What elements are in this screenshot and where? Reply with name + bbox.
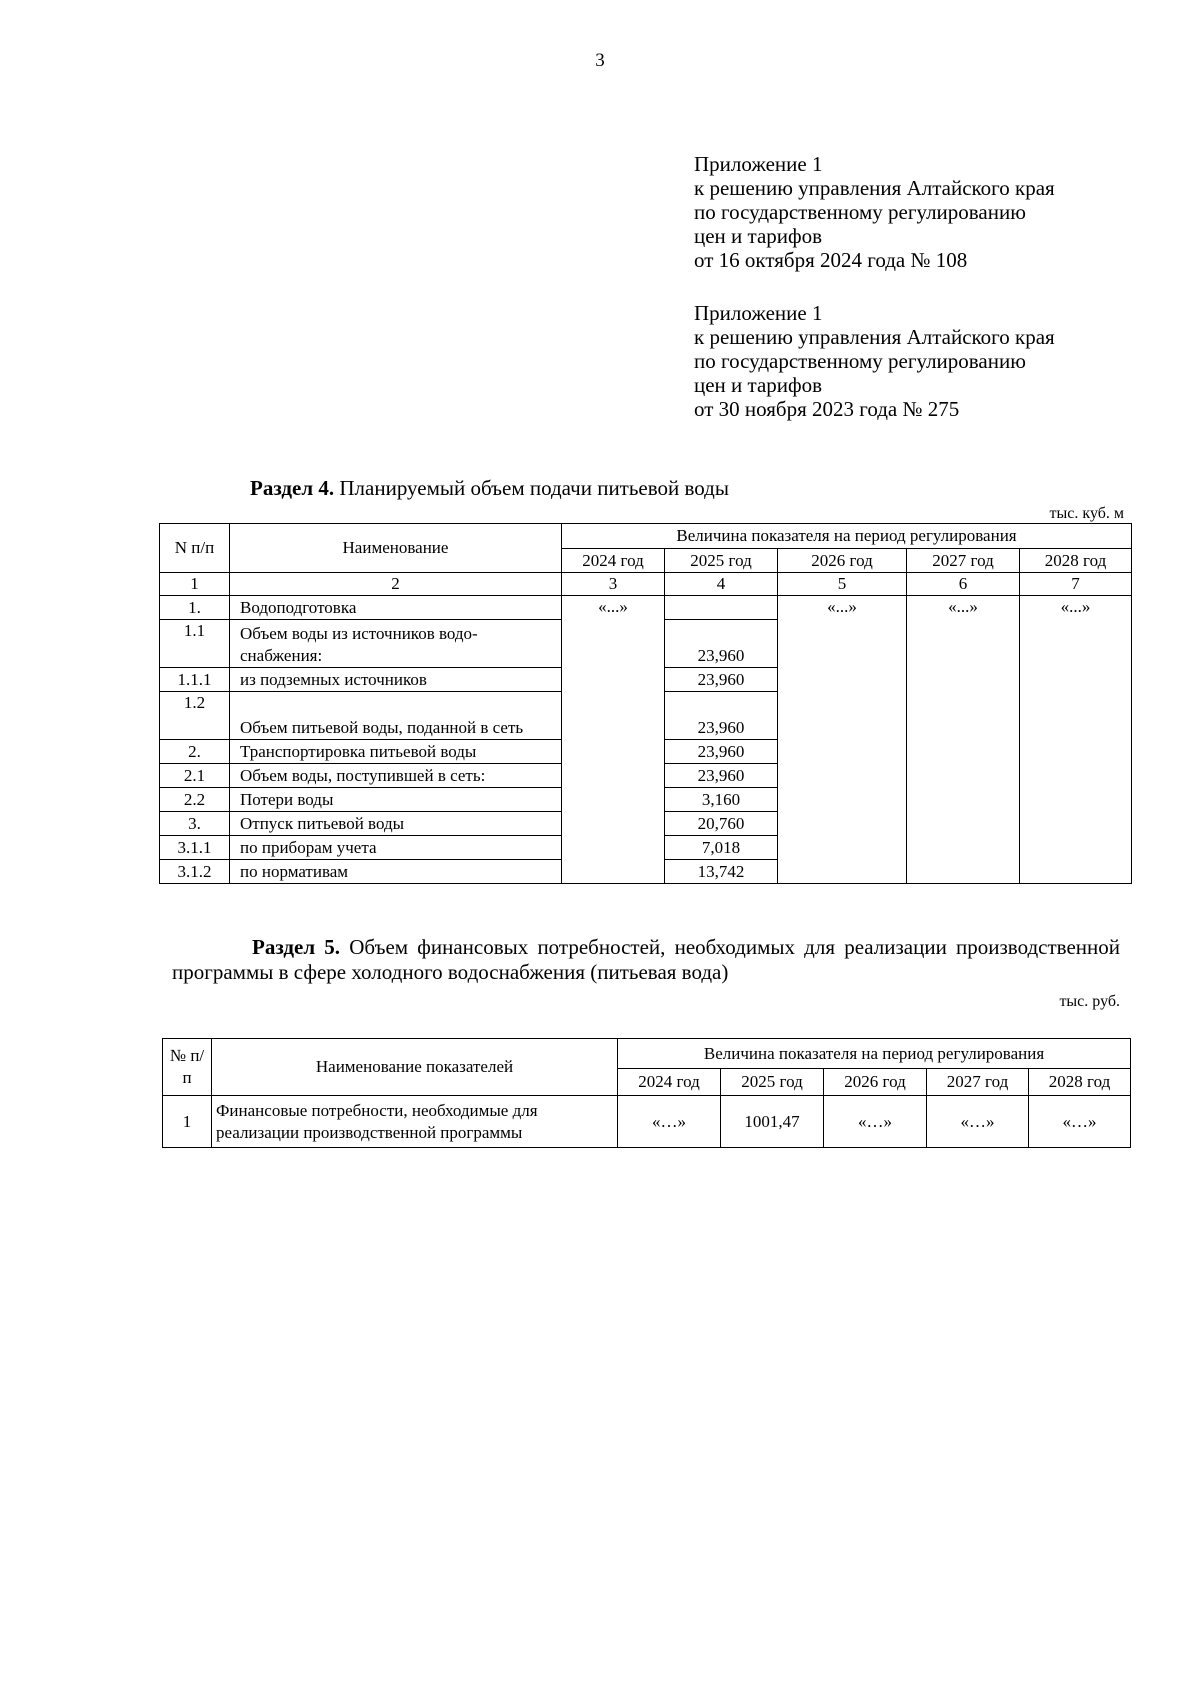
annex-current-header [694,152,1055,272]
header-year: 2027 год [927,1069,1029,1096]
row-name: из подземных источников [230,668,562,692]
row-name: Объем воды, поступившей в сеть: [230,764,562,788]
row-num: 3.1.1 [160,836,230,860]
row-num: 1.2 [160,692,230,740]
placeholder-2027: «...» [907,596,1020,884]
header-year: 2026 год [824,1069,927,1096]
row-name: Отпуск питьевой воды [230,812,562,836]
row-value-2025: 7,018 [665,836,778,860]
row-value-2025: 23,960 [665,692,778,740]
column-number: 6 [907,573,1020,596]
row-value-2025: 23,960 [665,740,778,764]
table-row [163,1096,1131,1148]
row-num: 1.1.1 [160,668,230,692]
header-name: Наименование [230,524,562,573]
page-number: 3 [595,50,605,71]
row-value-2025: 23,960 [665,668,778,692]
annex-line: цен и тарифов [694,373,823,397]
placeholder-2028: «...» [1020,596,1132,884]
row-value-2025: 1001,47 [721,1096,824,1148]
row-num: 1.1 [160,620,230,668]
header-year: 2028 год [1020,549,1132,573]
table-row [160,596,1132,620]
row-num: 3.1.2 [160,860,230,884]
row-name: по нормативам [230,860,562,884]
row-num: 3. [160,812,230,836]
row-name: Объем воды из источников водо-снабжения: [230,620,562,668]
header-year: 2024 год [562,549,665,573]
row-name: Потери воды [230,788,562,812]
row-value-2025: 20,760 [665,812,778,836]
row-name: Объем питьевой воды, поданной в сеть [230,692,562,740]
column-number: 7 [1020,573,1132,596]
section4-label: Раздел 4. [250,476,335,500]
annex-line: по государственному регулированию [694,349,1026,373]
row-num: 2. [160,740,230,764]
row-value-2026: «…» [824,1096,927,1148]
section5-title [172,935,1120,985]
row-num: 1. [160,596,230,620]
header-period: Величина показателя на период регулирования [618,1039,1131,1069]
column-number: 5 [778,573,907,596]
column-number: 3 [562,573,665,596]
annex-previous-header [694,301,1055,421]
row-value-2025: 13,742 [665,860,778,884]
header-period: Величина показателя на период регулирования [562,524,1132,549]
header-num: N п/п [160,524,230,573]
annex-line: к решению управления Алтайского края [694,176,1055,200]
section5-label: Раздел 5. [252,935,341,959]
row-value-2024: «…» [618,1096,721,1148]
annex-line: Приложение 1 [694,301,823,325]
section4-unit: тыс. куб. м [1049,505,1124,522]
water-volume-table [159,523,1132,884]
row-value-2025: 23,960 [665,764,778,788]
placeholder-2024: «...» [562,596,665,884]
section5-title-text: Объем финансовых потребностей, необходимых для реализации производственной программы в сфере холодного водоснабжения (питьевая вода) [172,935,1120,984]
row-value-2025: 3,160 [665,788,778,812]
header-year: 2025 год [665,549,778,573]
row-num: 2.2 [160,788,230,812]
row-name: Финансовые потребности, необходимые для реализации производственной программы [212,1096,618,1148]
annex-line: по государственному регулированию [694,200,1026,224]
row-value-2025: 23,960 [665,620,778,668]
header-year: 2024 год [618,1069,721,1096]
section4-title [250,476,729,501]
annex-line: цен и тарифов [694,224,823,248]
placeholder-2026: «...» [778,596,907,884]
header-year: 2025 год [721,1069,824,1096]
row-name: Водоподготовка [230,596,562,620]
header-num: № п/п [163,1039,212,1096]
header-year: 2027 год [907,549,1020,573]
row-num: 1 [163,1096,212,1148]
row-value-2028: «…» [1029,1096,1131,1148]
annex-line: Приложение 1 [694,152,823,176]
column-number: 1 [160,573,230,596]
row-value-2027: «…» [927,1096,1029,1148]
header-year: 2028 год [1029,1069,1131,1096]
section4-title-text: Планируемый объем подачи питьевой воды [339,476,729,500]
row-value-2025 [665,596,778,620]
section5-unit: тыс. руб. [1059,993,1120,1010]
annex-line: от 30 ноября 2023 года № 275 [694,397,960,421]
header-name: Наименование показателей [212,1039,618,1096]
row-num: 2.1 [160,764,230,788]
financial-needs-table [162,1038,1131,1148]
annex-line: к решению управления Алтайского края [694,325,1055,349]
header-year: 2026 год [778,549,907,573]
row-name: по приборам учета [230,836,562,860]
annex-line: от 16 октября 2024 года № 108 [694,248,968,272]
column-number: 2 [230,573,562,596]
column-number: 4 [665,573,778,596]
row-name: Транспортировка питьевой воды [230,740,562,764]
